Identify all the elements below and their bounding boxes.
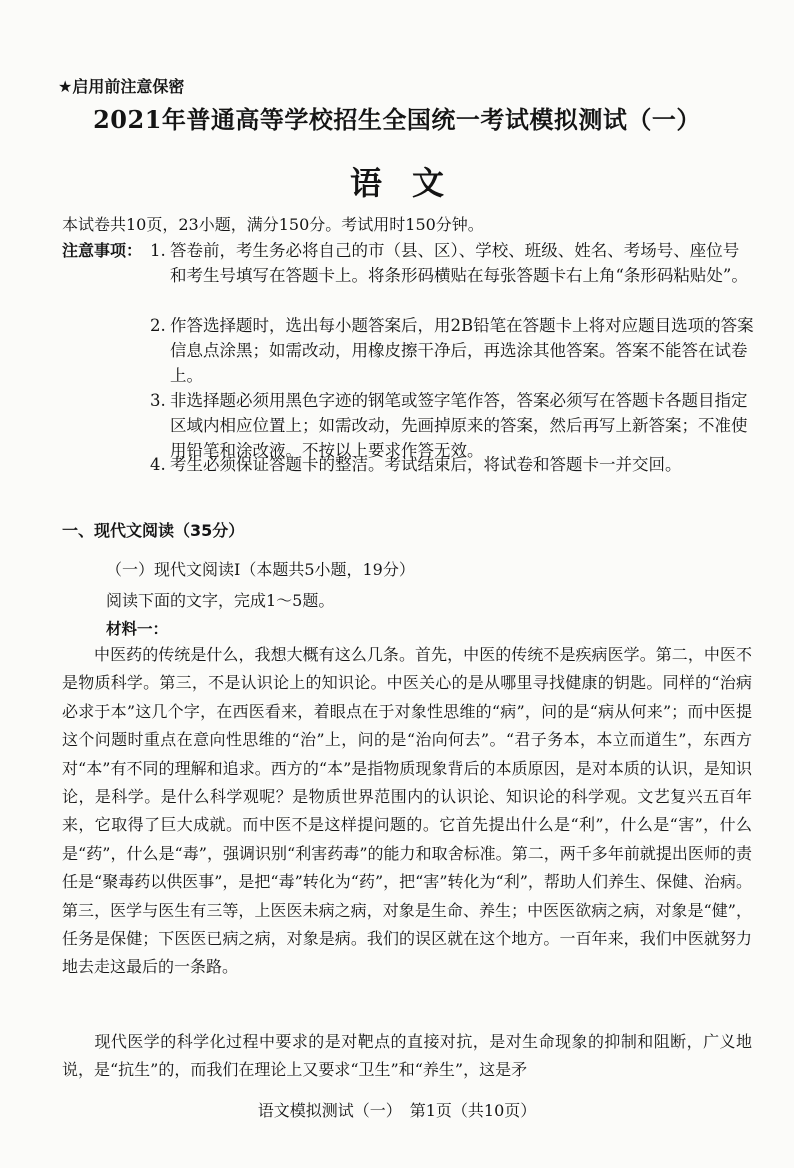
section-heading: 一、现代文阅读（35分） xyxy=(62,521,245,540)
note-item xyxy=(150,452,755,477)
exam-intro: 本试卷共10页，23小题，满分150分。考试用时150分钟。 xyxy=(62,215,484,234)
subject-title: 语文 xyxy=(349,164,474,202)
exam-title: 2021年普通高等学校招生全国统一考试模拟测试（一） xyxy=(93,105,701,134)
passage-paragraph xyxy=(62,641,752,1025)
note-item xyxy=(150,313,755,388)
paragraph-text: 现代医学的科学化过程中要求的是对靶点的直接对抗，是对生命现象的抑制和阻断，广义地说，是“抗生”的，而我们在理论上又要求“卫生”和“养生”，这是矛 xyxy=(62,1032,752,1080)
note-number: 2. xyxy=(150,316,166,335)
material-label: 材料一： xyxy=(106,620,169,638)
note-number: 4. xyxy=(150,455,166,474)
reading-instruction: 阅读下面的文字，完成1～5题。 xyxy=(106,591,335,610)
note-text: 非选择题必须用黑色字迹的钢笔或签字笔作答，答案必须写在答题卡各题目指定区域内相应位置上；如需改动，先画掉原来的答案，然后再写上新答案；不准使用铅笔和涂改液。不按以上要求作答无效。 xyxy=(170,391,748,460)
note-item xyxy=(150,238,755,288)
note-text: 考生必须保证答题卡的整洁。考试结束后，将试卷和答题卡一并交回。 xyxy=(170,455,682,474)
subsection-heading: （一）现代文阅读Ⅰ（本题共5小题，19分） xyxy=(106,560,415,579)
note-text: 答卷前，考生务必将自己的市（县、区）、学校、班级、姓名、考场号、座位号和考生号填写在答题卡上。将条形码横贴在每张答题卡右上角“条形码粘贴处”。 xyxy=(170,241,748,285)
paragraph-text: 中医药的传统是什么，我想大概有这么几条。首先，中医的传统不是疾病医学。第二，中医不是物质科学。第三，不是认识论上的知识论。中医关心的是从哪里寻找健康的钥匙。同样的“治病必求于本”这几个字，在西医看来，着眼点在于对象性思维的“病”，问的是“病从何来”；而中医提这个问题时重点在意向性思维的“治”上，问的是“治向何去”。“君子务本，本立而道生”，东西方对“本”有不同的理解和追求。西方的“本”是指物质现象背后的本质原因，是对本质的认识，是知识论，是科学。是什么科学观呢？是物质世界范围内的认识论、知识论的科学观。文艺复兴五百年来，它取得了巨大成就。而中医不是这样提问题的。它首先提出什么是“利”，什么是“害”，什么是“药”，什么是“毒”，强调识别“利害药毒”的能力和取舍标准。第二，两千多年前就提出医师的责任是“聚毒药以供医事”，是把“毒”转化为“药”，把“害”转化为“利”，帮助人们养生、保健、治病。第三，医学与医生有三等，上医医未病之病，对象是生命、养生；中医医欲病之病，对象是“健”，任务是保健；下医医已病之病，对象是病。我们的误区就在这个地方。一百年来，我们中医就努力地去走这最后的一条路。 xyxy=(62,645,752,977)
confidential-mark: ★启用前注意保密 xyxy=(58,77,185,96)
notes-label: 注意事项： xyxy=(62,241,143,260)
note-number: 3. xyxy=(150,391,166,410)
page-footer: 语文模拟测试（一） 第1页（共10页） xyxy=(257,1101,537,1120)
passage-paragraph xyxy=(62,1028,752,1086)
note-number: 1. xyxy=(150,241,166,260)
note-text: 作答选择题时，选出每小题答案后，用2B铅笔在答题卡上将对应题目选项的答案信息点涂黑；如需改动，用橡皮擦干净后，再选涂其他答案。答案不能答在试卷上。 xyxy=(170,316,754,385)
